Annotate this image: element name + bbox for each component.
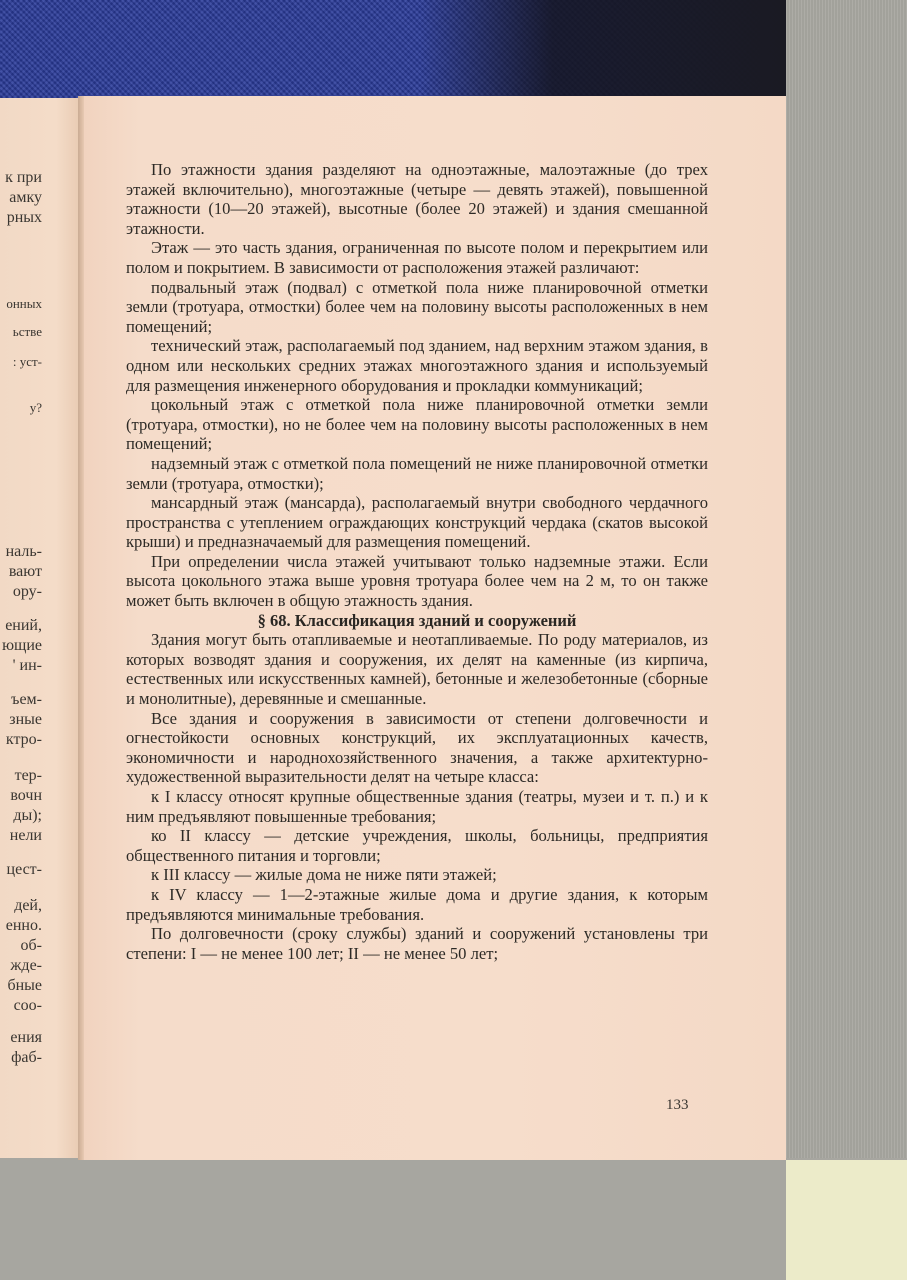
left-fragment: ения xyxy=(10,1029,42,1046)
left-fragment: нели xyxy=(9,827,42,844)
left-fragment: у? xyxy=(29,400,42,415)
dark-shadow-background xyxy=(420,0,800,98)
left-fragment: ору- xyxy=(12,583,42,600)
list-paragraph: технический этаж, располагаемый под зданием, над верхним этажом здания, в одном или нескольких средних этажах многоэтажного здания и используемый для размещения инженерного оборудования и прокладки коммуникаций; xyxy=(126,336,708,395)
left-fragment: ъем- xyxy=(11,691,42,708)
list-paragraph: к III классу — жилые дома не ниже пяти этажей; xyxy=(151,865,497,885)
left-fragment: ющие xyxy=(2,637,42,654)
left-fragment: бные xyxy=(7,977,42,994)
left-fragment: об- xyxy=(20,937,42,954)
list-paragraph: надземный этаж с отметкой пола помещений не ниже планировочной отметки земли (тротуара, отмостки); xyxy=(126,453,708,493)
left-fragment: вочн xyxy=(10,787,42,804)
list-paragraph: к IV классу — 1—2-этажные жилые дома и другие здания, к которым предъявляются минимальные требования. xyxy=(126,884,708,924)
left-fragment: : уст- xyxy=(12,354,42,369)
left-page-edge xyxy=(0,98,80,1158)
left-fragment: к при xyxy=(5,169,42,186)
paragraph: По долговечности (сроку службы) зданий и сооружений установлены три степени: I — не менее 100 лет; II — не менее 50 лет; xyxy=(126,924,708,963)
left-fragment: зные xyxy=(9,711,42,728)
list-paragraph: ко II классу — детские учреждения, школы, больницы, предприятия общественного питания и торговли; xyxy=(126,826,708,865)
page-number: 133 xyxy=(666,1097,689,1113)
paragraph: По этажности здания разделяют на одноэтажные, малоэтажные (до трех этажей включительно), многоэтажные (четыре — девять этажей), повышенной этажности (10—20 этажей), высотные (более 20 этажей) и здания смешанной этажности. xyxy=(126,160,708,238)
left-fragment: наль- xyxy=(5,543,42,560)
left-fragment: ений, xyxy=(5,617,42,634)
list-paragraph: цокольный этаж с отметкой пола ниже планировочной отметки земли (тротуара, отмостки), но не более чем на половину высоты расположенных в нем помещений; xyxy=(126,395,708,454)
left-fragment: амку xyxy=(9,189,42,206)
left-fragment: ктро- xyxy=(5,731,42,748)
left-fragment: ьстве xyxy=(12,324,42,339)
left-fragment: соо- xyxy=(13,997,42,1014)
left-fragment: енно. xyxy=(5,917,42,934)
left-fragment: ды); xyxy=(13,807,42,824)
paragraph: Все здания и сооружения в зависимости от степени долговечности и огнестойкости основных конструкций, их эксплуатационных качеств, экономичности и народнохозяйственного значения, а также архитектурно-художественной выразительности делят на четыре класса: xyxy=(126,708,708,787)
list-paragraph: подвальный этаж (подвал) с отметкой пола ниже планировочной отметки земли (тротуара, отмостки) более чем на половину высоты расположенных в нем помещений; xyxy=(126,277,708,336)
paragraph: Этаж — это часть здания, ограниченная по высоте полом и перекрытием или полом и покрытием. В зависимости от расположения этажей различают: xyxy=(126,238,708,277)
left-fragment: тер- xyxy=(14,767,42,784)
left-fragment: вают xyxy=(8,563,42,580)
left-fragment: фаб- xyxy=(11,1049,42,1066)
light-patch xyxy=(786,1160,907,1280)
left-fragment: жде- xyxy=(10,957,42,974)
section-heading: § 68. Классификация зданий и сооружений xyxy=(257,610,577,630)
left-fragment: ' ин- xyxy=(12,657,42,674)
paragraph: Здания могут быть отапливаемые и неотапливаемые. По роду материалов, из которых возводят здания и сооружения, их делят на каменные (из кирпича, естественных или искусственных камней), бетонные и железобетонные (сборные и монолитные), деревянные и смешанные. xyxy=(126,630,708,709)
desk-surface xyxy=(786,0,907,1280)
left-fragment: онных xyxy=(6,296,42,311)
paragraph: При определении числа этажей учитывают только надземные этажи. Если высота цокольного этажа выше уровня тротуара более чем на 2 м, то он также может быть включен в общую этажность здания. xyxy=(126,551,708,611)
page-text xyxy=(126,160,708,963)
table-surface-bottom xyxy=(0,1158,907,1280)
left-fragment: рных xyxy=(6,209,42,226)
left-fragment: цест- xyxy=(6,861,42,878)
left-fragment: дей, xyxy=(14,897,42,914)
list-paragraph: к I классу относят крупные общественные здания (театры, музеи и т. п.) и к ним предъявляют повышенные требования; xyxy=(126,787,708,826)
list-paragraph: мансардный этаж (мансарда), располагаемый внутри свободного чердачного пространства с утеплением ограждающих конструкций чердака (скатов высокой крыши) и предназначаемый для размещения помещений. xyxy=(126,493,708,552)
